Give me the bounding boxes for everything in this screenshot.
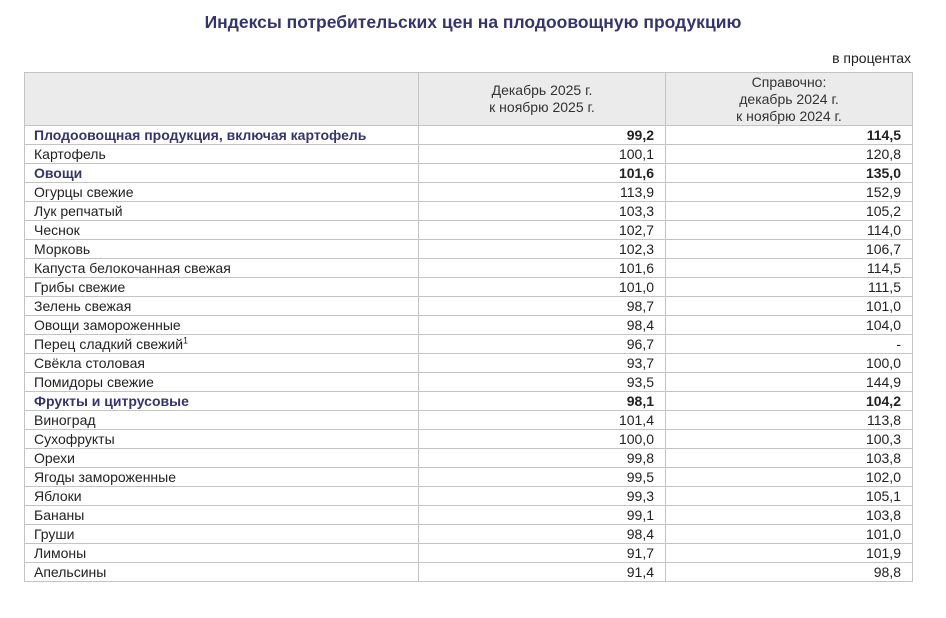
price-index-table [24,72,913,582]
value-dec-2025-cell: 101,0 [419,278,666,297]
table-row [25,259,913,278]
header-dec-2025 [419,73,666,126]
product-name-cell [25,145,419,164]
value-dec-2025-cell: 101,6 [419,259,666,278]
product-name-cell [25,278,419,297]
product-name-cell [25,487,419,506]
value-dec-2025-cell: 93,5 [419,373,666,392]
table-row [25,525,913,544]
product-name-cell [25,411,419,430]
table-row [25,373,913,392]
value-dec-2024-cell: 101,0 [666,525,913,544]
product-name-cell [25,563,419,582]
product-name-cell [25,259,419,278]
product-name-cell [25,316,419,335]
table-row [25,468,913,487]
product-name-cell [25,506,419,525]
value-dec-2025-cell: 98,7 [419,297,666,316]
value-dec-2025-cell: 100,0 [419,430,666,449]
header-reference-line-1: Справочно: [751,73,827,90]
header-dec-2025-line-2: к ноябрю 2025 г. [489,99,595,115]
value-dec-2025-cell: 101,6 [419,164,666,183]
product-name: Помидоры свежие [34,374,154,390]
product-name: Капуста белокочанная свежая [34,260,231,276]
table-row [25,145,913,164]
product-name: Лимоны [34,545,87,561]
value-dec-2025-cell: 99,1 [419,506,666,525]
product-name-cell [25,297,419,316]
value-dec-2024-cell: 102,0 [666,468,913,487]
table-row [25,506,913,525]
value-dec-2025-cell: 98,4 [419,316,666,335]
footnote-marker: 1 [183,335,189,346]
table-row [25,563,913,582]
product-name: Груши [34,526,75,542]
value-dec-2024-cell: 144,9 [666,373,913,392]
value-dec-2025-cell: 102,7 [419,221,666,240]
table-row [25,544,913,563]
value-dec-2025-cell: 98,1 [419,392,666,411]
product-name-cell [25,240,419,259]
value-dec-2024-cell: 103,8 [666,506,913,525]
table-row [25,202,913,221]
value-dec-2024-cell: 103,8 [666,449,913,468]
table-row [25,430,913,449]
product-name-cell [25,202,419,221]
header-reference-line-2: декабрь 2024 г. [739,90,839,107]
table-row [25,278,913,297]
value-dec-2025-cell: 98,4 [419,525,666,544]
value-dec-2025-cell: 99,5 [419,468,666,487]
product-name: Яблоки [34,488,82,504]
table-row [25,392,913,411]
value-dec-2024-cell: 98,8 [666,563,913,582]
value-dec-2025-cell: 113,9 [419,183,666,202]
product-name: Плодоовощная продукция, включая картофель [34,127,367,143]
value-dec-2025-cell: 103,3 [419,202,666,221]
product-name-cell [25,525,419,544]
product-name: Морковь [34,241,91,257]
product-name: Сухофрукты [34,431,115,447]
value-dec-2025-cell: 99,3 [419,487,666,506]
value-dec-2024-cell: 105,2 [666,202,913,221]
table-header-row [25,73,913,126]
product-name-cell [25,126,419,145]
value-dec-2024-cell: 114,5 [666,259,913,278]
table-row [25,221,913,240]
product-name: Бананы [34,507,85,523]
value-dec-2025-cell: 91,7 [419,544,666,563]
product-name: Орехи [34,450,75,466]
product-name: Овощи [34,165,83,181]
header-dec-2025-line-1: Декабрь 2025 г. [491,82,593,98]
product-name: Свёкла столовая [34,355,145,371]
table-row [25,487,913,506]
value-dec-2025-cell: 91,4 [419,563,666,582]
product-name: Грибы свежие [34,279,126,295]
value-dec-2024-cell: - [666,335,913,354]
header-reference-line-3: к ноябрю 2024 г. [736,107,842,124]
value-dec-2025-cell: 100,1 [419,145,666,164]
value-dec-2024-cell: 100,3 [666,430,913,449]
product-name-cell [25,354,419,373]
value-dec-2024-cell: 101,9 [666,544,913,563]
table-row [25,164,913,183]
table-row [25,354,913,373]
product-name-cell [25,392,419,411]
table-row [25,126,913,145]
value-dec-2024-cell: 111,5 [666,278,913,297]
product-name: Виноград [34,412,96,428]
value-dec-2024-cell: 113,8 [666,411,913,430]
product-name: Перец сладкий свежий [34,336,184,352]
value-dec-2024-cell: 100,0 [666,354,913,373]
table-row [25,297,913,316]
table-row [25,449,913,468]
value-dec-2025-cell: 99,8 [419,449,666,468]
value-dec-2024-cell: 106,7 [666,240,913,259]
product-name: Фрукты и цитрусовые [34,393,189,409]
value-dec-2025-cell: 96,7 [419,335,666,354]
table-row [25,411,913,430]
page-title: Индексы потребительских цен на плодоовощную продукцию [204,12,742,32]
table-row [25,240,913,259]
units-label: в процентах [832,50,911,66]
value-dec-2024-cell: 104,2 [666,392,913,411]
product-name-cell [25,183,419,202]
value-dec-2024-cell: 104,0 [666,316,913,335]
product-name-cell [25,430,419,449]
product-name-cell [25,335,419,354]
value-dec-2025-cell: 101,4 [419,411,666,430]
product-name-cell [25,468,419,487]
product-name: Овощи замороженные [34,317,181,333]
table-row [25,183,913,202]
value-dec-2024-cell: 135,0 [666,164,913,183]
product-name: Лук репчатый [34,203,123,219]
header-product [25,73,419,126]
product-name: Картофель [34,146,106,162]
value-dec-2024-cell: 105,1 [666,487,913,506]
value-dec-2024-cell: 114,0 [666,221,913,240]
product-name: Зелень свежая [34,298,132,314]
value-dec-2025-cell: 102,3 [419,240,666,259]
header-reference-dec-2024 [666,73,913,126]
value-dec-2024-cell: 114,5 [666,126,913,145]
product-name-cell [25,544,419,563]
product-name: Чеснок [34,222,80,238]
product-name: Ягоды замороженные [34,469,177,485]
product-name: Апельсины [34,564,107,580]
product-name-cell [25,221,419,240]
table-row [25,335,913,354]
product-name-cell [25,449,419,468]
table-row [25,316,913,335]
value-dec-2024-cell: 152,9 [666,183,913,202]
value-dec-2025-cell: 93,7 [419,354,666,373]
table-body [25,126,913,582]
product-name: Огурцы свежие [34,184,134,200]
value-dec-2024-cell: 120,8 [666,145,913,164]
value-dec-2024-cell: 101,0 [666,297,913,316]
product-name-cell [25,164,419,183]
product-name-cell [25,373,419,392]
value-dec-2025-cell: 99,2 [419,126,666,145]
